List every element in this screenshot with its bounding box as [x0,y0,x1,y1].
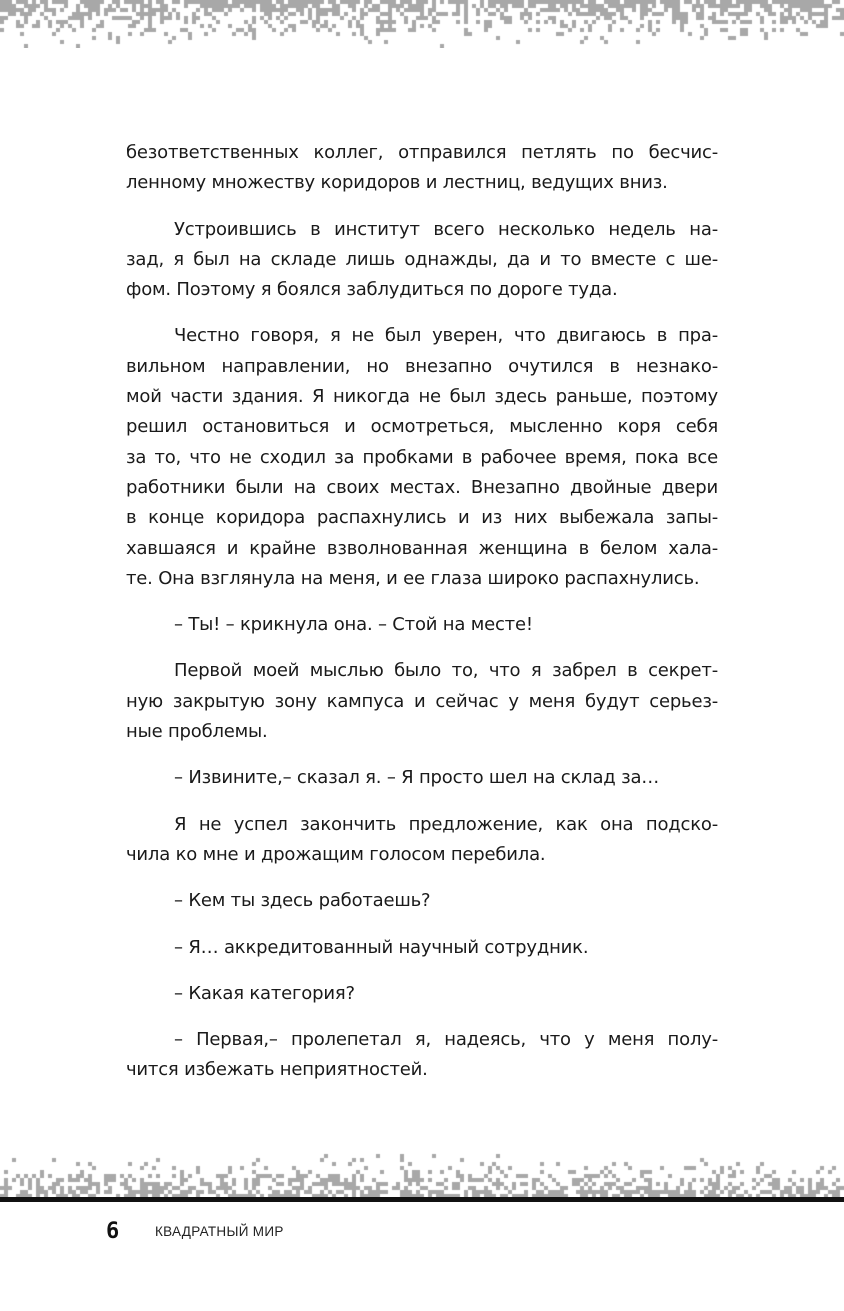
text-line: мой части здания. Я никогда не был здесь раньше, поэтому [126,386,718,408]
text-line: ные проблемы. [126,721,268,743]
paragraph [126,215,718,306]
text-line: решил остановиться и осмотреться, мысленно коря себя [126,416,718,438]
paragraph [126,610,718,640]
text-line: зад, я был на складе лишь однажды, да и то вместе с ше- [126,248,718,270]
text-line: – Я… аккредитованный научный сотрудник. [174,936,589,958]
text-line: те. Она взглянула на меня, и ее глаза широко распахнулись. [126,567,700,589]
text-line: – Извините,– сказал я. – Я просто шел на склад за… [174,767,660,789]
text-line: вильном направлении, но внезапно очутился в незнако- [126,355,718,377]
paragraph [126,763,718,793]
paragraph [126,656,718,747]
paragraph [126,886,718,916]
text-line: за то, что не сходил за пробками в рабочее время, пока все [126,446,718,468]
text-line: Честно говоря, я не был уверен, что двигаюсь в пра- [174,325,718,347]
text-line: работники были на своих местах. Внезапно двойные двери [126,476,718,498]
text-line: хавшаяся и крайне взволнованная женщина в белом хала- [126,537,718,559]
text-line: чила ко мне и дрожащим голосом перебила. [126,843,546,865]
text-line: – Какая категория? [174,982,355,1004]
text-line: чится избежать неприятностей. [126,1059,428,1081]
text-line: – Ты! – крикнула она. – Стой на месте! [174,614,533,636]
text-line: фом. Поэтому я боялся заблудиться по дороге туда. [126,279,618,301]
text-line: ную закрытую зону кампуса и сейчас у меня будут серьез- [126,690,718,712]
text-line: Устроившись в институт всего несколько недель на- [174,218,718,240]
pixel-dither-header-decoration [0,0,844,48]
text-line: – Первая,– пролепетал я, надеясь, что у меня полу- [174,1029,718,1051]
paragraph [126,138,718,199]
pixel-dither-footer-decoration [0,1150,844,1198]
paragraph [126,321,718,594]
paragraph [126,933,718,963]
page-number: 6 [106,1219,120,1244]
footer-rule [0,1197,844,1202]
text-line: – Кем ты здесь работаешь? [174,890,431,912]
text-line: безответственных коллег, отправился петлять по бесчис- [126,142,718,163]
paragraph [126,979,718,1009]
text-line: Я не успел закончить предложение, как она подско- [174,813,718,835]
text-line: Первой моей мыслью было то, что я забрел в секрет- [174,660,718,682]
page-body-text [126,138,718,1102]
paragraph [126,810,718,871]
paragraph [126,1025,718,1086]
text-line: ленному множеству коридоров и лестниц, ведущих вниз. [126,172,668,194]
text-line: в конце коридора распахнулись и из них выбежала запы- [126,507,718,529]
running-footer-title: КВАДРАТНЫЙ МИР [155,1224,284,1239]
